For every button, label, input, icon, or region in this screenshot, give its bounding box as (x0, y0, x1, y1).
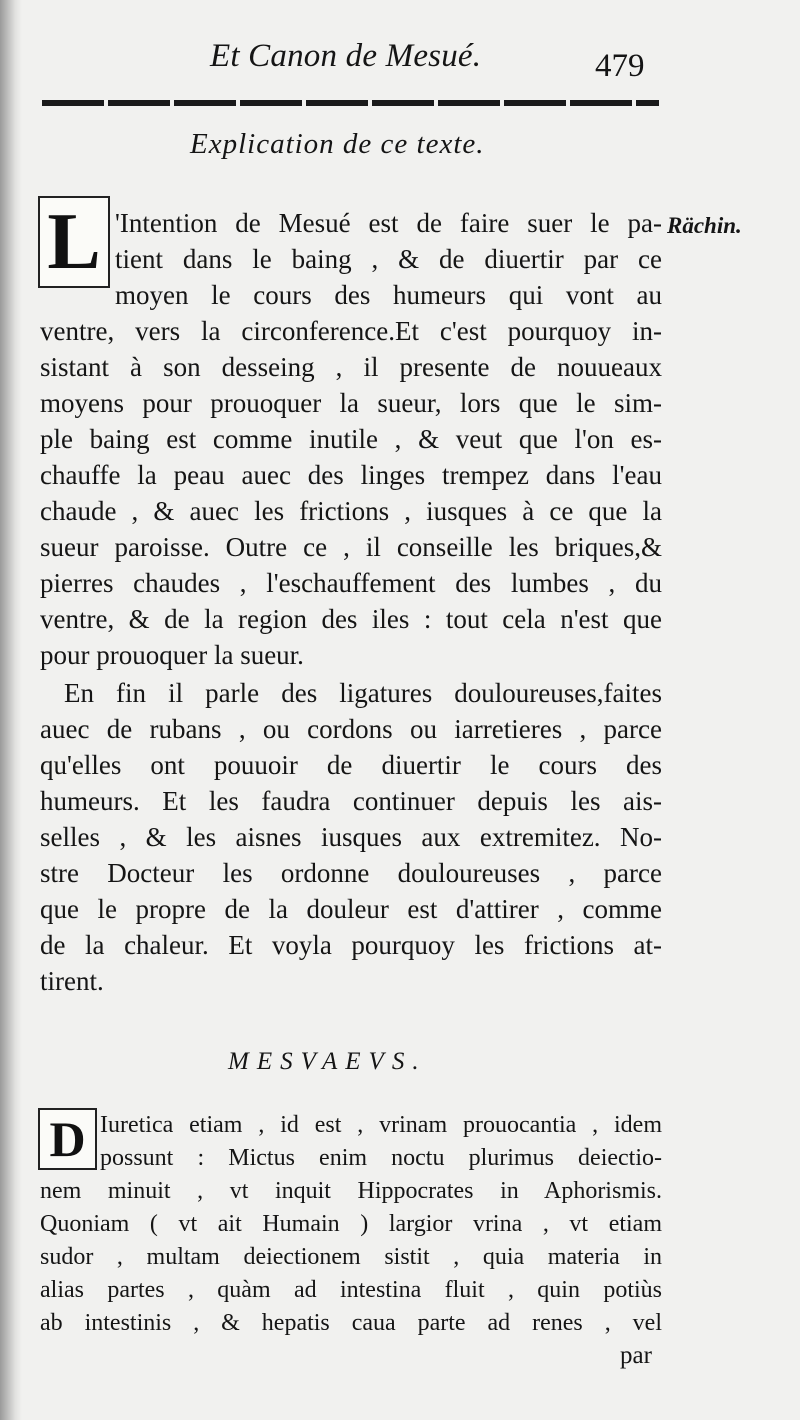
text-line: chauffe la peau auec des linges trempez dans l'eau (40, 460, 662, 490)
text-line: qu'elles ont pouuoir de diuertir le cours des (40, 750, 662, 780)
text-line: moyens pour prouoquer la sueur, lors que le sim- (40, 388, 662, 418)
text-line: Quoniam ( vt ait Humain ) largior vrina , vt etiam (40, 1211, 662, 1237)
text-line: stre Docteur les ordonne douloureuses , parce (40, 858, 662, 888)
text-line: selles , & les aisnes iusques aux extremitez. No- (40, 822, 662, 852)
text-line: chaude , & auec les frictions , iusques à ce que la (40, 496, 662, 526)
text-line: pour prouoquer la sueur. (40, 640, 304, 670)
text-line: Iuretica etiam , id est , vrinam prouocantia , idem (100, 1112, 662, 1138)
text-line: tirent. (40, 966, 104, 996)
text-line: En fin il parle des ligatures douloureuses,faites (64, 678, 662, 708)
text-line: tient dans le baing , & de diuertir par ce (115, 244, 662, 274)
text-line: moyen le cours des humeurs qui vont au (115, 280, 662, 310)
text-line: alias partes , quàm ad intestina fluit , quin potiùs (40, 1277, 662, 1303)
text-line: sistant à son desseing , il presente de nouueaux (40, 352, 662, 382)
text-line: ab intestinis , & hepatis caua parte ad renes , vel (40, 1310, 662, 1336)
text-line: que le propre de la douleur est d'attirer , comme (40, 894, 662, 924)
mesuaeus-heading: MESVAEVS. (228, 1048, 427, 1075)
header-rule (42, 100, 659, 106)
decorated-initial-l: L (38, 196, 110, 288)
section-title: Explication de ce texte. (190, 128, 485, 160)
margin-note: Rächin. (667, 213, 742, 238)
text-line: ple baing est comme inutile , & veut que l'on es- (40, 424, 662, 454)
text-line: de la chaleur. Et voyla pourquoy les frictions at- (40, 930, 662, 960)
text-line: ventre, vers la circonference.Et c'est pourquoy in- (40, 316, 662, 346)
text-line: humeurs. Et les faudra continuer depuis les ais- (40, 786, 662, 816)
page-number: 479 (595, 48, 645, 84)
page-edge-shadow (0, 0, 22, 1420)
running-title: Et Canon de Mesué. (210, 38, 482, 74)
text-line: pierres chaudes , l'eschauffement des lumbes , du (40, 568, 662, 598)
text-line: nem minuit , vt inquit Hippocrates in Aphorismis. (40, 1178, 662, 1204)
text-line: sueur paroisse. Outre ce , il conseille les briques,& (40, 532, 662, 562)
text-line: sudor , multam deiectionem sistit , quia materia in (40, 1244, 662, 1270)
catchword: par (620, 1342, 652, 1369)
decorated-initial-d: D (38, 1108, 97, 1170)
text-line: possunt : Mictus enim noctu plurimus deiectio- (100, 1145, 662, 1171)
text-line: 'Intention de Mesué est de faire suer le pa- (115, 208, 662, 238)
text-line: ventre, & de la region des iles : tout cela n'est que (40, 604, 662, 634)
text-line: auec de rubans , ou cordons ou iarretieres , parce (40, 714, 662, 744)
